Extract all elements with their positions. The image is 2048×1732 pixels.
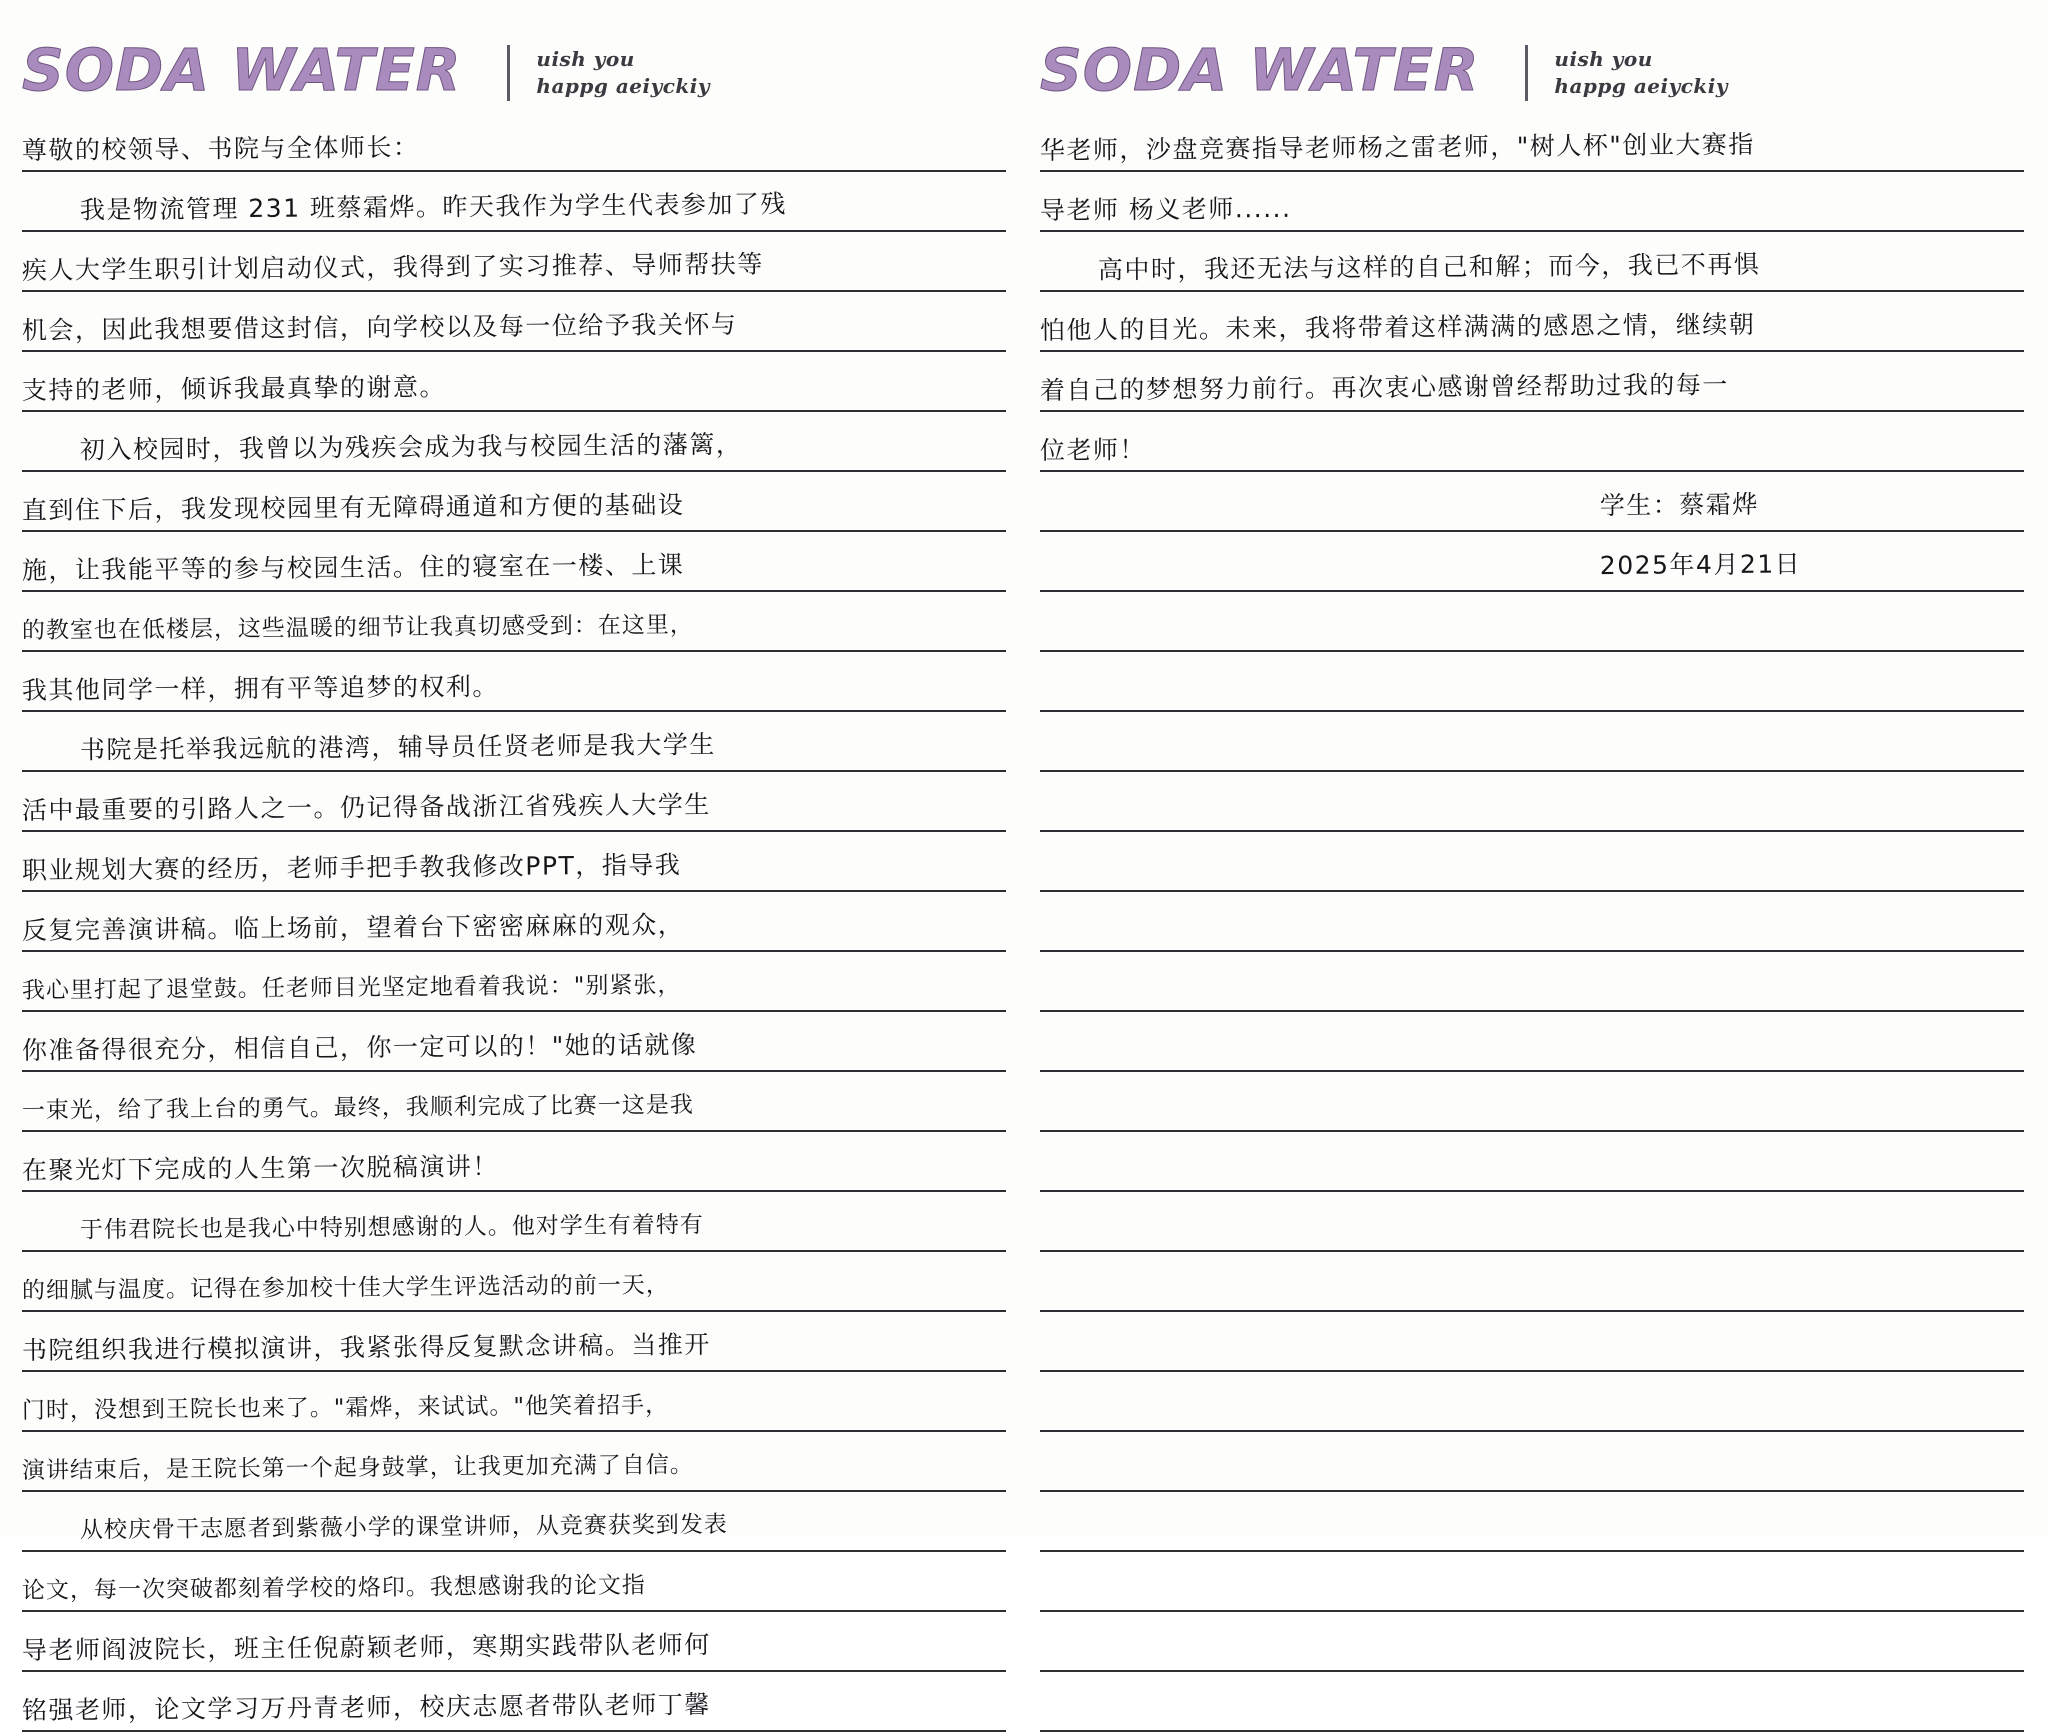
line-text: 你准备得很充分，相信自己，你一定可以的！"她的话就像 (21, 1029, 698, 1065)
blank-line (1040, 1072, 2024, 1132)
blank-line (1040, 652, 2024, 712)
line-text: 施，让我能平等的参与校园生活。住的寝室在一楼、上课 (21, 549, 685, 585)
blank-line (1040, 1372, 2024, 1432)
text-line (22, 1252, 1006, 1312)
blank-line (1040, 772, 2024, 832)
stationery-header-left (22, 0, 1006, 112)
line-text: 我是物流管理 231 班蔡霜烨。昨天我作为学生代表参加了残 (79, 188, 788, 224)
line-text: 华老师，沙盘竞赛指导老师杨之雷老师，"树人杯"创业大赛指 (1039, 129, 1755, 165)
text-line (22, 892, 1006, 952)
text-line (22, 1312, 1006, 1372)
blank-line (1040, 892, 2024, 952)
text-line (22, 352, 1006, 412)
wish-line-1: uish you (1554, 47, 1653, 71)
line-text: 于伟君院长也是我心中特别想感谢的人。他对学生有着特有 (79, 1211, 704, 1244)
blank-line (1040, 1192, 2024, 1252)
blank-line (1040, 1432, 2024, 1492)
line-text: 位老师！ (1039, 434, 1147, 465)
line-text: 一束光，给了我上台的勇气。最终，我顺利完成了比赛一这是我 (21, 1091, 694, 1124)
text-line (22, 1492, 1006, 1552)
line-text: 的教室也在低楼层，这些温暖的细节让我真切感受到：在这里， (21, 611, 694, 644)
brand-title: SODA WATER (22, 36, 462, 104)
blank-line (1040, 1552, 2024, 1612)
wish-line-2: happg aeiyckiy (1554, 74, 1728, 98)
line-text: 活中最重要的引路人之一。仍记得备战浙江省残疾人大学生 (21, 789, 711, 825)
line-text: 我心里打起了退堂鼓。任老师目光坚定地看着我说："别紧张， (21, 971, 682, 1004)
line-text: 高中时，我还无法与这样的自己和解；而今，我已不再惧 (1097, 249, 1761, 284)
text-line (22, 412, 1006, 472)
stationery-header-right (1040, 0, 2024, 112)
blank-line (1040, 1132, 2024, 1192)
text-line (22, 112, 1006, 172)
blank-line (1040, 952, 2024, 1012)
line-text: 反复完善演讲稿。临上场前，望着台下密密麻麻的观众， (21, 909, 685, 945)
text-line (1040, 172, 2024, 232)
text-line (1040, 412, 2024, 472)
wish-text (1554, 46, 1728, 100)
line-text: 支持的老师，倾诉我最真挚的谢意。 (21, 371, 447, 405)
text-line (22, 232, 1006, 292)
text-line (1040, 532, 2024, 592)
signature-date: 2025年4月21日 (1599, 548, 1802, 580)
line-text: 书院是托举我远航的港湾，辅导员任贤老师是我大学生 (79, 729, 716, 764)
line-text: 直到住下后，我发现校园里有无障碍通道和方便的基础设 (21, 489, 685, 525)
line-text: 导老师 杨义老师...... (1039, 193, 1292, 225)
text-line (22, 1012, 1006, 1072)
blank-line (1040, 1252, 2024, 1312)
line-text: 职业规划大赛的经历，老师手把手教我修改PPT，指导我 (21, 849, 682, 885)
text-line (22, 532, 1006, 592)
blank-line (1040, 1312, 2024, 1372)
letter-page-right (1024, 0, 2048, 1536)
text-line (22, 472, 1006, 532)
line-text: 着自己的梦想努力前行。再次衷心感谢曾经帮助过我的每一 (1039, 369, 1729, 405)
text-line (22, 1432, 1006, 1492)
line-text: 的细腻与温度。记得在参加校十佳大学生评选活动的前一天， (21, 1272, 670, 1304)
blank-line (1040, 1672, 2024, 1732)
line-text: 尊敬的校领导、书院与全体师长： (21, 132, 420, 165)
text-line (1040, 292, 2024, 352)
text-line (22, 1132, 1006, 1192)
text-line (22, 292, 1006, 352)
line-text: 铭强老师，论文学习万丹青老师，校庆志愿者带队老师丁馨 (21, 1689, 711, 1725)
ruled-lines-left (22, 112, 1006, 1732)
text-line (1040, 352, 2024, 412)
ruled-lines-right (1040, 112, 2024, 1732)
line-text: 我其他同学一样，拥有平等追梦的权利。 (21, 671, 500, 705)
text-line (22, 592, 1006, 652)
text-line (22, 1612, 1006, 1672)
blank-line (1040, 832, 2024, 892)
line-text: 怕他人的目光。未来，我将带着这样满满的感恩之情，继续朝 (1039, 309, 1756, 345)
blank-line (1040, 712, 2024, 772)
wish-text (536, 46, 710, 100)
text-line (22, 1192, 1006, 1252)
brand-title: SODA WATER (1040, 36, 1480, 104)
line-text: 论文，每一次突破都刻着学校的烙印。我想感谢我的论文指 (21, 1572, 646, 1604)
text-line (22, 772, 1006, 832)
signature-student: 学生：蔡霜烨 (1599, 489, 1759, 520)
header-divider (507, 45, 510, 101)
line-text: 从校庆骨干志愿者到紫薇小学的课堂讲师，从竞赛获奖到发表 (79, 1511, 728, 1544)
blank-line (1040, 592, 2024, 652)
wish-line-2: happg aeiyckiy (536, 74, 710, 98)
blank-line (1040, 1012, 2024, 1072)
line-text: 机会，因此我想要借这封信，向学校以及每一位给予我关怀与 (21, 309, 738, 345)
text-line (22, 832, 1006, 892)
text-line (1040, 472, 2024, 532)
letter-page-left (0, 0, 1024, 1725)
text-line (1040, 232, 2024, 292)
text-line (22, 652, 1006, 712)
wish-line-1: uish you (536, 47, 635, 71)
text-line (22, 172, 1006, 232)
line-text: 导老师阎波院长，班主任倪蔚颖老师，寒期实践带队老师何 (21, 1629, 711, 1665)
text-line (22, 712, 1006, 772)
line-text: 疾人大学生职引计划启动仪式，我得到了实习推荐、导师帮扶等 (21, 249, 764, 285)
text-line (1040, 112, 2024, 172)
line-text: 初入校园时，我曾以为残疾会成为我与校园生活的藩篱， (79, 429, 743, 464)
line-text: 书院组织我进行模拟演讲，我紧张得反复默念讲稿。当推开 (21, 1329, 711, 1365)
text-line (22, 1072, 1006, 1132)
line-text: 演讲结束后，是王院长第一个起身鼓掌，让我更加充满了自信。 (21, 1451, 694, 1484)
line-text: 在聚光灯下完成的人生第一次脱稿演讲！ (21, 1151, 500, 1185)
text-line (22, 1552, 1006, 1612)
text-line (22, 952, 1006, 1012)
line-text: 门时，没想到王院长也来了。"霜烨，来试试。"他笑着招手， (21, 1392, 670, 1424)
header-divider (1525, 45, 1528, 101)
text-line (22, 1672, 1006, 1732)
blank-line (1040, 1612, 2024, 1672)
text-line (22, 1372, 1006, 1432)
blank-line (1040, 1492, 2024, 1552)
